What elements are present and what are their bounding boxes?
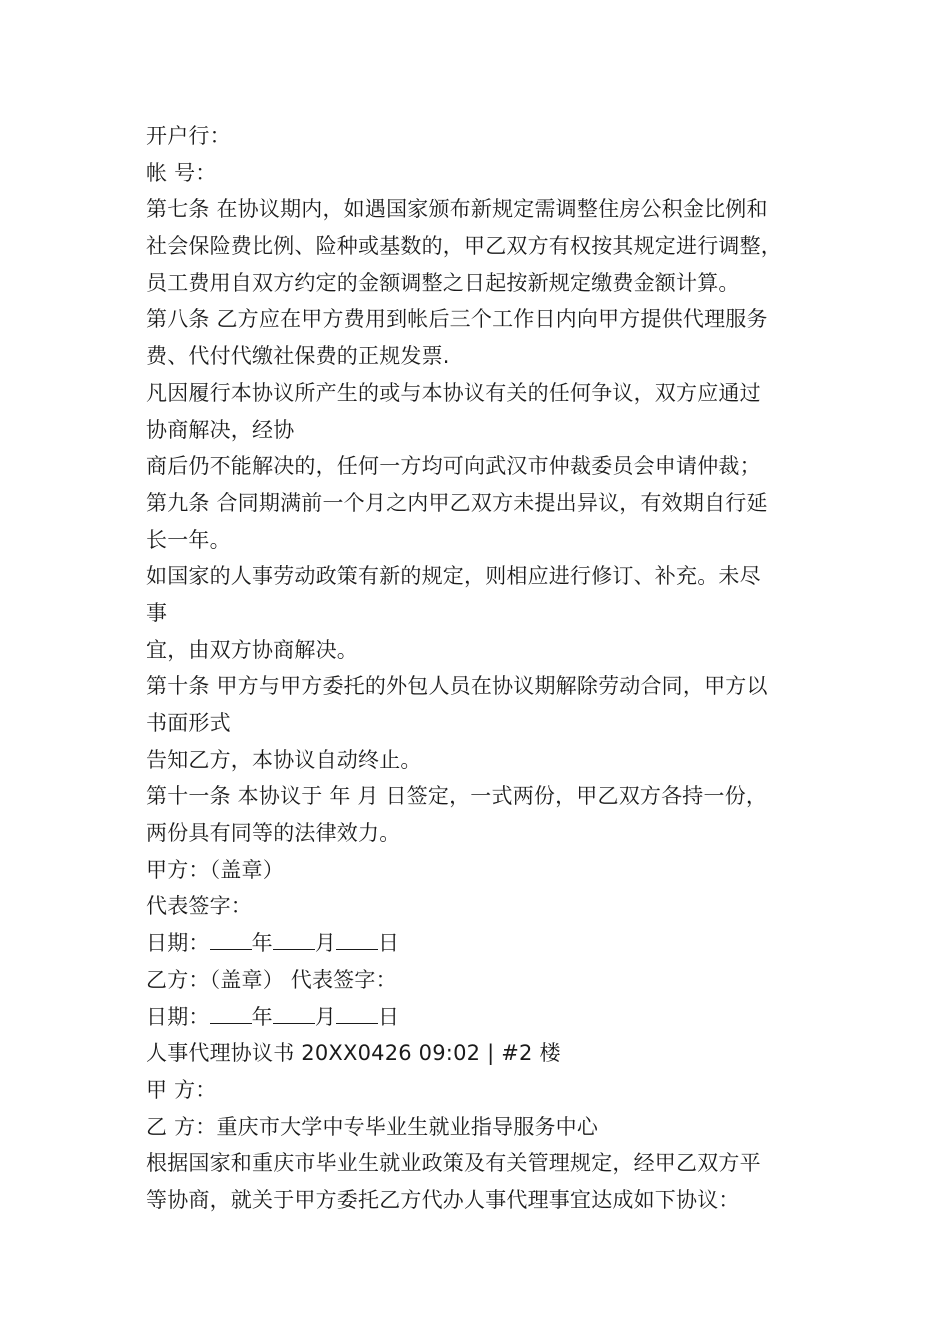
bank-label: 开户行： [146, 124, 231, 148]
month-blank [273, 1003, 315, 1024]
policy-line-1: 如国家的人事劳动政策有新的规定，则相应进行修订、补充。未尽 [146, 564, 761, 589]
article-10-line-2: 书面形式 [146, 711, 231, 735]
post-header: 人事代理协议书 20XX0426 09:02 | #2 楼 [146, 1041, 561, 1066]
representative-signature: 代表签字： [146, 894, 252, 919]
month-label: 月 [314, 1004, 337, 1029]
article-8-line-1: 第八条 乙方应在甲方费用到帐后三个工作日内向甲方提供代理服务 [146, 307, 768, 332]
party-b-label: 乙 方：重庆市大学中专毕业生就业指导服务中心 [146, 1114, 599, 1139]
dispute-line-3: 商后仍不能解决的，任何一方均可向武汉市仲裁委员会申请仲裁； [146, 454, 761, 479]
date-label: 日期： [146, 931, 210, 956]
policy-line-2: 事 [146, 600, 168, 625]
year-label: 年 [251, 1004, 273, 1029]
date-line-party-b [146, 999, 826, 1036]
article-10-line-3: 告知乙方，本协议自动终止。 [146, 747, 422, 772]
date-line-party-a [146, 925, 826, 962]
party-b-seal-signature: 乙方：（盖章） 代表签字： [146, 967, 397, 992]
article-9-line-2: 长一年。 [146, 527, 231, 552]
month-label: 月 [314, 931, 337, 956]
dispute-line-2: 协商解决，经协 [146, 417, 295, 442]
article-7-line-2: 社会保险费比例、险种或基数的，甲乙双方有权按其规定进行调整， [146, 234, 782, 259]
preamble-line-2: 等协商，就关于甲方委托乙方代办人事代理事宜达成如下协议： [146, 1187, 740, 1212]
day-label: 日 [378, 1004, 400, 1029]
article-11-line-2: 两份具有同等的法律效力。 [146, 821, 401, 846]
account-label: 帐 号： [146, 160, 217, 185]
policy-line-3: 宜，由双方协商解决。 [146, 637, 358, 662]
article-7-line-1: 第七条 在协议期内，如遇国家颁布新规定需调整住房公积金比例和 [146, 197, 768, 222]
article-10-line-1: 第十条 甲方与甲方委托的外包人员在协议期解除劳动合同，甲方以 [146, 674, 768, 699]
party-a-label: 甲 方： [146, 1077, 217, 1102]
day-blank [336, 1003, 378, 1024]
article-8-line-2: 费、代付代缴社保费的正规发票. [146, 344, 450, 369]
preamble-line-1: 根据国家和重庆市毕业生就业政策及有关管理规定，经甲乙双方平 [146, 1151, 761, 1176]
year-blank [210, 929, 252, 950]
article-9-line-1: 第九条 合同期满前一个月之内甲乙双方未提出异议，有效期自行延 [146, 490, 768, 515]
year-blank [210, 1003, 252, 1024]
month-blank [273, 929, 315, 950]
document-page [146, 118, 826, 1219]
day-blank [336, 929, 378, 950]
dispute-line-1: 凡因履行本协议所产生的或与本协议有关的任何争议，双方应通过 [146, 380, 761, 405]
article-11-line-1: 第十一条 本协议于 年 月 日签定，一式两份，甲乙双方各持一份， [146, 784, 768, 809]
year-label: 年 [251, 931, 273, 956]
party-a-seal: 甲方：（盖章） [146, 857, 284, 882]
article-7-line-3: 员工费用自双方约定的金额调整之日起按新规定缴费金额计算。 [146, 270, 740, 295]
day-label: 日 [378, 931, 400, 956]
date-label: 日期： [146, 1004, 210, 1029]
